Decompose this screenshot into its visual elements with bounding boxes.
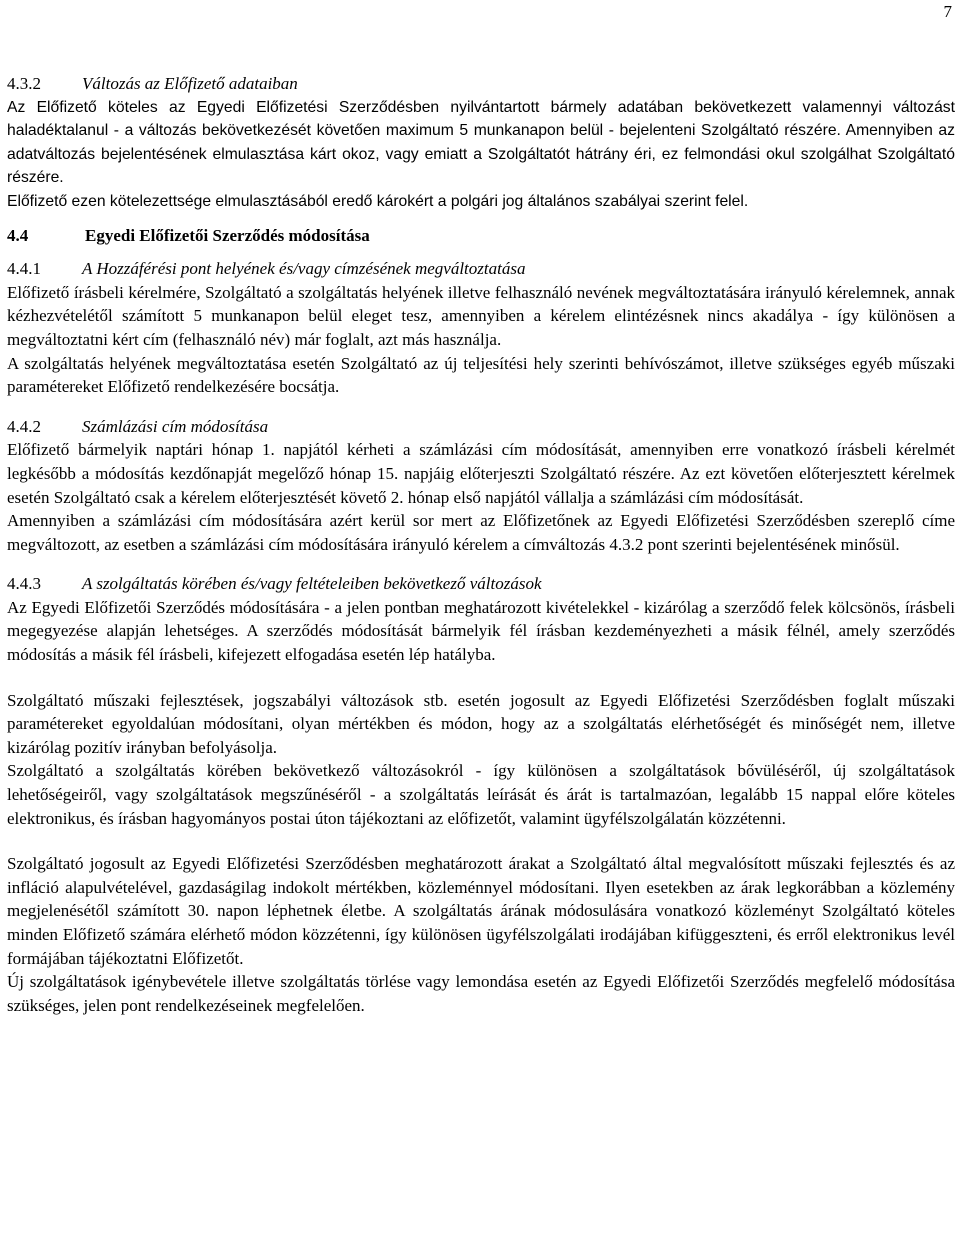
section-number: 4.4.1 xyxy=(7,259,41,279)
document-body xyxy=(7,72,955,1017)
paragraph: Új szolgáltatások igénybevétele illetve szolgáltatás törlése vagy lemondása esetén az Egyedi Előfizetői Szerződés megfelelő módosítása szükséges, jelen pont rendelkezéseinek megfelelően. xyxy=(7,972,955,1015)
section-heading-4-3-2 xyxy=(7,72,955,96)
section-number: 4.4.3 xyxy=(7,574,41,594)
paragraph-text: Az Előfizető köteles az Egyedi Előfizetési Szerződésben nyilvántartott bármely adatában bekövetkezett valamennyi változást haladéktalanul - a változás bekövetkezését követően maximum 5 munkanapon belül - bejelenteni Szolgáltató részére. xyxy=(7,98,955,140)
paragraph: Előfizető írásbeli kérelmére, Szolgáltató a szolgáltatás helyének illetve felhasználó nevének megváltoztatására irányuló kérelemnek, annak kézhezvételétől számított 5 munkanapon belül eleget tesz, amennyiben a kérelem elintézésnek nincs akadálya - így különösen a megváltoztatni kért cím (felhasználó név) már foglalt, azt más használja. xyxy=(7,282,955,349)
section-number: 4.4 xyxy=(7,225,29,245)
section-heading-4-4-2 xyxy=(7,415,955,439)
paragraph: Az Egyedi Előfizetői Szerződés módosítására - a jelen pontban meghatározott kivételekkel - kizárólag a szerződő felek kölcsönös, írásbeli megegyezése alapján lehetséges. A szerződés módosítását bármelyik fél írásban kezdeményezheti a másik félnél, amely szerződés módosítás a másik fél írásbeli, kifejezett elfogadása esetén lép hatályba. xyxy=(7,597,955,665)
paragraph: A szolgáltatás helyének megváltoztatása esetén Szolgáltató az új teljesítési hely szerinti behívószámot, illetve szükséges egyéb műszaki paramétereket Előfizető rendelkezésére bocsátja. xyxy=(7,353,955,397)
page-number: 7 xyxy=(943,2,952,21)
paragraph: Szolgáltató jogosult az Egyedi Előfizetési Szerződésben meghatározott árakat a Szolgáltató által megvalósított műszaki fejlesztés és az infláció alapulvételével, gazdaságilag indokolt mértékben, közleménnyel módosítani. Ilyen esetekben az árak legkorábban a közlemény megjelenésétől számított 30. napon léphetnek életbe. A szolgáltatás árának módosulására vonatkozó közleményt Szolgáltató köteles minden Előfizető számára elérhető módon közzétenni, így különösen ügyfélszolgálati irodájában kifüggeszteni, és erről elektronikus levél formájában tájékoztatni Előfizetőt. xyxy=(7,854,955,968)
section-title: Változás az Előfizető adataiban xyxy=(82,74,298,93)
paragraph: Amennyiben a számlázási cím módosítására azért kerül sor mert az Előfizetőnek az Egyedi Előfizetési Szerződésben szereplő címe megváltozott, az esetben a számlázási cím módosítására irányuló kérelem a címváltozás 4.3.2 pont szerinti bejelentésének minősül. xyxy=(7,511,955,554)
paragraph-text: Amennyiben az adatváltozás bejelentésének elmulasztása kárt okoz, vagy emiatt a Szolgáltatót hátrány éri, ez felmondási okul szolgálhat Szolgáltató részére. xyxy=(7,122,955,187)
section-title: A szolgáltatás körében és/vagy feltételeiben bekövetkező változások xyxy=(82,574,542,594)
paragraph: Előfizető bármelyik naptári hónap 1. napjától kérheti a számlázási cím módosítását, amennyiben erre vonatkozó írásbeli kérelmét legkésőbb a módosítás kezdőnapját megelőző hónap 15. napjáig előterjeszti Szolgáltató részére. Az ezt követően előterjesztett kérelmek esetén Szolgáltató csak a kérelem előterjesztését követő 2. hónap első napjától vállalja a számlázási cím módosítását. xyxy=(7,440,955,507)
paragraph: Szolgáltató műszaki fejlesztések, jogszabályi változások stb. esetén jogosult az Egyedi Előfizetési Szerződésben foglalt műszaki paramétereket egyoldalúan módosítani, olyan mértékben és módon, hogy az a szolgáltatás elérhetőségét és minőségét nem, illetve kizárólag pozitív irányban befolyásolja. xyxy=(7,690,955,757)
section-title: Számlázási cím módosítása xyxy=(82,416,269,436)
section-title: A Hozzáférési pont helyének és/vagy címzésének megváltoztatása xyxy=(82,259,526,279)
section-heading-4-4-3 xyxy=(7,572,955,596)
paragraph: Előfizető ezen kötelezettsége elmulasztásából eredő károkért a polgári jog általános szabályai szerint felel. xyxy=(7,192,749,210)
section-heading-4-4 xyxy=(7,224,955,248)
section-number: 4.4.2 xyxy=(7,416,41,436)
section-number: 4.3.2 xyxy=(7,74,41,93)
paragraph: Szolgáltató a szolgáltatás körében bekövetkező változásokról - így különösen a szolgáltatások bővüléséről, új szolgáltatások lehetőségeiről, vagy szolgáltatások megszűnéséről - a szolgáltatás leírását és árát is tartalmazóan, legalább 15 nappal előre köteles elektronikus, és írásban hagyományos postai úton tájékoztani az előfizetőt, valamint ügyfélszolgálatán közzétenni. xyxy=(7,761,955,828)
section-title: Egyedi Előfizetői Szerződés módosítása xyxy=(85,225,370,245)
paragraph xyxy=(7,96,955,190)
section-heading-4-4-1 xyxy=(7,257,955,281)
